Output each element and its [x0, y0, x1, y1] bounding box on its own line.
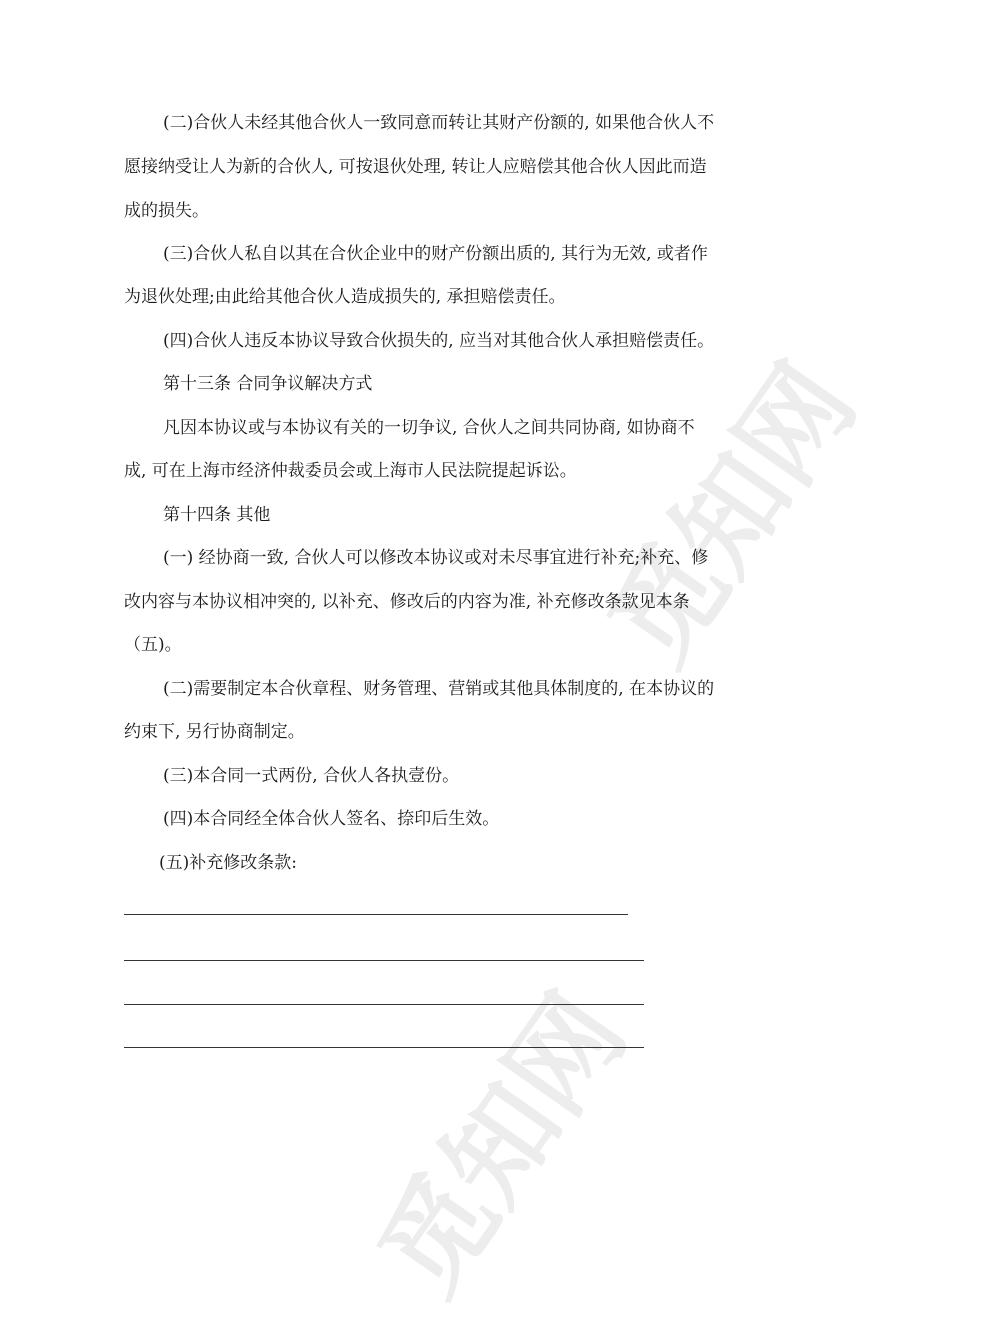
text-line: 愿接纳受让人为新的合伙人, 可按退伙处理, 转让人应赔偿其他合伙人因此而造 [124, 157, 707, 177]
text-line: (二)需要制定本合伙章程、财务管理、营销或其他具体制度的, 在本协议的 [163, 679, 715, 699]
text-line: 约束下, 另行协商制定。 [124, 722, 305, 742]
blank-line [124, 1047, 644, 1048]
text-line: (四)合伙人违反本协议导致合伙损失的, 应当对其他合伙人承担赔偿责任。 [163, 331, 715, 351]
text-line: (二)合伙人未经其他合伙人一致同意而转让其财产份额的, 如果他合伙人不 [163, 113, 715, 133]
text-line: 成, 可在上海市经济仲裁委员会或上海市人民法院提起诉讼。 [124, 461, 577, 481]
text-line: 为退伙处理;由此给其他合伙人造成损失的, 承担赔偿责任。 [124, 287, 566, 307]
watermark: 觅知网 [355, 972, 650, 1317]
blank-line [124, 1004, 644, 1005]
text-line: 改内容与本协议相冲突的, 以补充、修改后的内容为准, 补充修改条款见本条 [124, 592, 690, 612]
text-line: (三)合伙人私自以其在合伙企业中的财产份额出质的, 其行为无效, 或者作 [163, 244, 708, 264]
blank-line [124, 914, 628, 915]
text-line: (五)补充修改条款: [159, 853, 297, 873]
text-line: (四)本合同经全体合伙人签名、捺印后生效。 [163, 809, 500, 829]
text-line: 凡因本协议或与本协议有关的一切争议, 合伙人之间共同协商, 如协商不 [163, 418, 695, 438]
article-heading: 第十三条 合同争议解决方式 [163, 374, 373, 394]
text-line: (三)本合同一式两份, 合伙人各执壹份。 [163, 766, 460, 786]
watermark: 觅知网 [585, 342, 880, 687]
blank-line [124, 960, 644, 961]
text-line: (一) 经协商一致, 合伙人可以修改本协议或对未尽事宜进行补充;补充、修 [163, 548, 709, 568]
text-line: 成的损失。 [124, 201, 209, 221]
article-heading: 第十四条 其他 [163, 505, 271, 525]
text-line: （五)。 [124, 635, 182, 655]
